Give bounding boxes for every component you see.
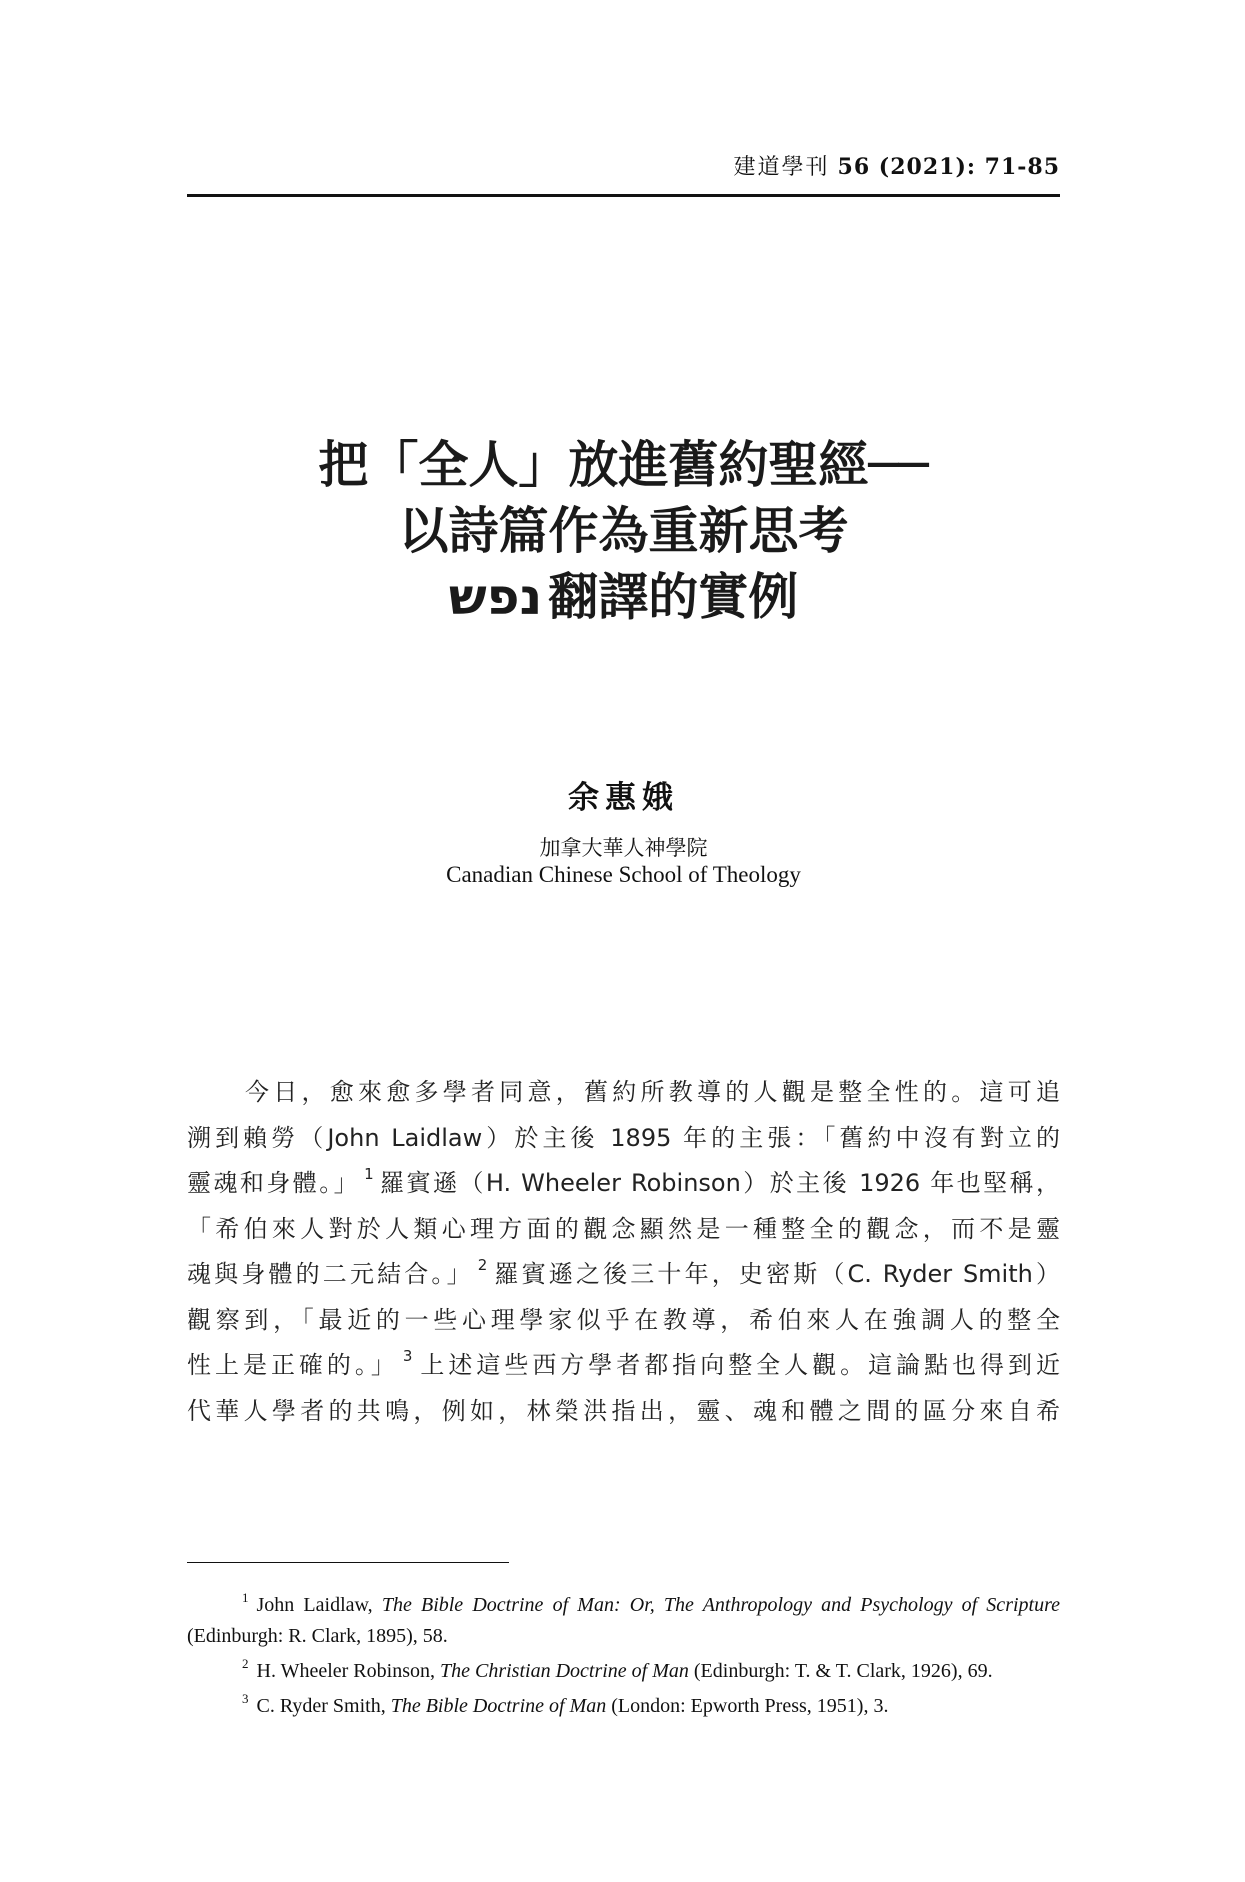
body-line: 溯到賴勞（John Laidlaw）於主後 1895 年的主張：「舊約中沒有對立的 (187, 1123, 1060, 1152)
hebrew-word: נפש (448, 568, 543, 626)
footnotes (187, 1590, 1060, 1726)
body-line: 今日，愈來愈多學者同意，舊約所教導的人觀是整全性的。這可追 (245, 1078, 1060, 1106)
footnote-separator (187, 1562, 509, 1563)
footnote-author: John Laidlaw, (256, 1594, 382, 1616)
footnote-book-title: The Christian Doctrine of Man (440, 1660, 689, 1682)
footnote-publication: (Edinburgh: T. & T. Clark, 1926), 69. (688, 1660, 993, 1682)
affiliation-english: Canadian Chinese School of Theology (446, 862, 801, 887)
journal-citation: 56 (2021): 71-85 (837, 154, 1060, 180)
footnote-ref-3[interactable]: 3 (402, 1347, 413, 1365)
footnote-3 (187, 1691, 1060, 1722)
author-name: 余惠娥 (568, 780, 679, 816)
affiliation-chinese: 加拿大華人神學院 (539, 836, 708, 860)
title-line-3 (187, 564, 1060, 630)
body-line (187, 1252, 1060, 1298)
footnote-book-title: The Bible Doctrine of Man: Or, The Anthropology and Psychology of Scripture (381, 1594, 1061, 1616)
body-text-segment: 上述這些西方學者都指向整全人觀。這論點也得到近 (416, 1351, 1060, 1379)
footnote-number: 3 (242, 1691, 249, 1706)
title-line-1: 把「全人」放進舊約聖經── (318, 436, 929, 494)
footnote-publication: (London: Epworth Press, 1951), 3. (606, 1695, 889, 1717)
footnote-author: H. Wheeler Robinson, (256, 1660, 440, 1682)
body-line (187, 1343, 1060, 1389)
article-title (187, 432, 1060, 630)
body-line: 代華人學者的共鳴，例如，林榮洪指出，靈、魂和體之間的區分來自希 (187, 1396, 1060, 1425)
footnote-publication: (Edinburgh: R. Clark, 1895), 58. (187, 1625, 448, 1647)
footnote-2 (187, 1656, 1060, 1687)
body-text-segment: 羅賓遜之後三十年，史密斯（C. Ryder Smith） (491, 1260, 1061, 1288)
running-head (734, 150, 1060, 181)
footnote-ref-2[interactable]: 2 (477, 1256, 488, 1274)
body-text-segment: 性上是正確的。」 (187, 1351, 399, 1379)
title-line-3-text: 翻譯的實例 (548, 568, 799, 626)
footnote-1 (187, 1590, 1060, 1652)
header-rule (187, 194, 1060, 197)
body-line: 「希伯來人對於人類心理方面的觀念顯然是一種整全的觀念，而不是靈 (187, 1214, 1060, 1243)
body-line (187, 1161, 1060, 1207)
journal-name: 建道學刊 (733, 155, 830, 180)
body-line: 觀察到，「最近的一些心理學家似乎在教導，希伯來人在強調人的整全 (187, 1305, 1060, 1334)
footnote-ref-1[interactable]: 1 (364, 1165, 374, 1183)
body-paragraph (187, 1070, 1060, 1434)
body-text-segment: 靈魂和身體。」 (187, 1169, 361, 1197)
footnote-book-title: The Bible Doctrine of Man (390, 1695, 607, 1717)
footnote-number: 1 (242, 1590, 249, 1605)
body-text-segment: 羅賓遜（H. Wheeler Robinson）於主後 1926 年也堅稱， (377, 1169, 1060, 1197)
body-text-segment: 魂與身體的二元結合。」 (187, 1260, 474, 1288)
footnote-author: C. Ryder Smith, (256, 1695, 391, 1717)
title-line-2: 以詩篇作為重新思考 (398, 502, 849, 560)
footnote-number: 2 (242, 1656, 249, 1671)
